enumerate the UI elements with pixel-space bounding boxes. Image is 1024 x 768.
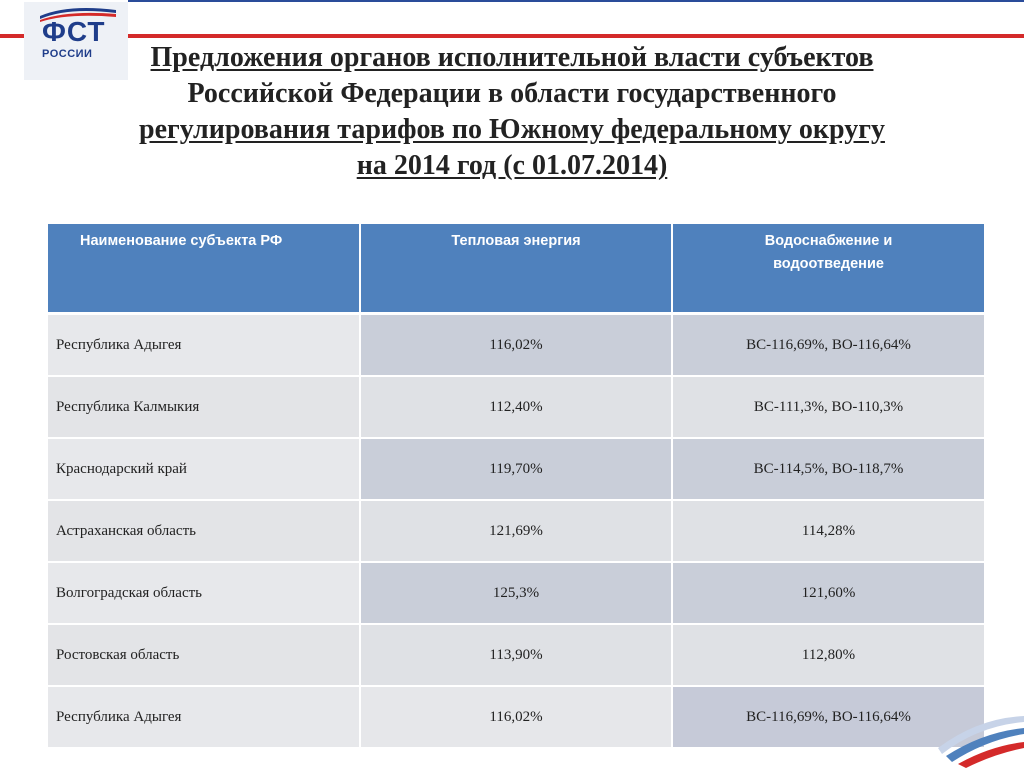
- top-red-line: [0, 34, 1024, 38]
- cell-water-value: 112,80%: [672, 624, 984, 686]
- cell-heat-value: 112,40%: [360, 376, 672, 438]
- table-row: [48, 500, 984, 562]
- cell-water-value: 114,28%: [672, 500, 984, 562]
- header-water-line2: водоотведение: [773, 256, 884, 272]
- cell-heat-value: 119,70%: [360, 438, 672, 500]
- cell-water-value: ВС-111,3%, ВО-110,3%: [672, 376, 984, 438]
- cell-water-value: 121,60%: [672, 562, 984, 624]
- table-row: [48, 376, 984, 438]
- table-row: [48, 438, 984, 500]
- cell-subject-name: Республика Адыгея: [48, 686, 360, 748]
- logo-text: ФСТ: [42, 16, 106, 47]
- title-line-text: на 2014 год (с 01.07.2014): [356, 150, 668, 181]
- cell-subject-name: Ростовская область: [48, 624, 360, 686]
- title-line: [40, 148, 984, 184]
- cell-heat-value: 113,90%: [360, 624, 672, 686]
- tariff-table: [48, 224, 984, 749]
- title-line: [40, 112, 984, 148]
- cell-subject-name: Волгоградская область: [48, 562, 360, 624]
- tariff-table-wrapper: [48, 224, 984, 749]
- cell-subject-name: Астраханская область: [48, 500, 360, 562]
- cell-water-value: ВС-116,69%, ВО-116,64%: [672, 314, 984, 377]
- table-row: [48, 624, 984, 686]
- header-heat-energy: Тепловая энергия: [360, 224, 672, 314]
- title-line-text: регулирования тарифов по Южному федеральному округу: [139, 114, 885, 145]
- table-row: [48, 562, 984, 624]
- cell-water-value: ВС-114,5%, ВО-118,7%: [672, 438, 984, 500]
- cell-heat-value: 116,02%: [360, 314, 672, 377]
- title-line-text: Предложения органов исполнительной власти субъектов: [150, 42, 874, 73]
- table-row: [48, 314, 984, 377]
- table-row: [48, 686, 984, 748]
- swoosh-logo-icon: [928, 698, 1024, 768]
- cell-heat-value: 116,02%: [360, 686, 672, 748]
- cell-subject-name: Краснодарский край: [48, 438, 360, 500]
- logo-subtext: РОССИИ: [42, 48, 93, 60]
- page-title: [40, 40, 984, 184]
- title-line-text: Российской Федерации в области государственного: [187, 78, 837, 109]
- cell-subject-name: Республика Калмыкия: [48, 376, 360, 438]
- cell-subject-name: Республика Адыгея: [48, 314, 360, 377]
- cell-water-value: ВС-116,69%, ВО-116,64%: [672, 686, 984, 748]
- top-blue-line: [128, 0, 1024, 2]
- header-water-supply: [672, 224, 984, 314]
- table-header-row: [48, 224, 984, 314]
- title-line: [40, 76, 984, 112]
- header-water-line1: Водоснабжение и: [764, 233, 893, 249]
- title-line: [40, 40, 984, 76]
- header-subject-name: Наименование субъекта РФ: [48, 224, 360, 314]
- cell-heat-value: 125,3%: [360, 562, 672, 624]
- cell-heat-value: 121,69%: [360, 500, 672, 562]
